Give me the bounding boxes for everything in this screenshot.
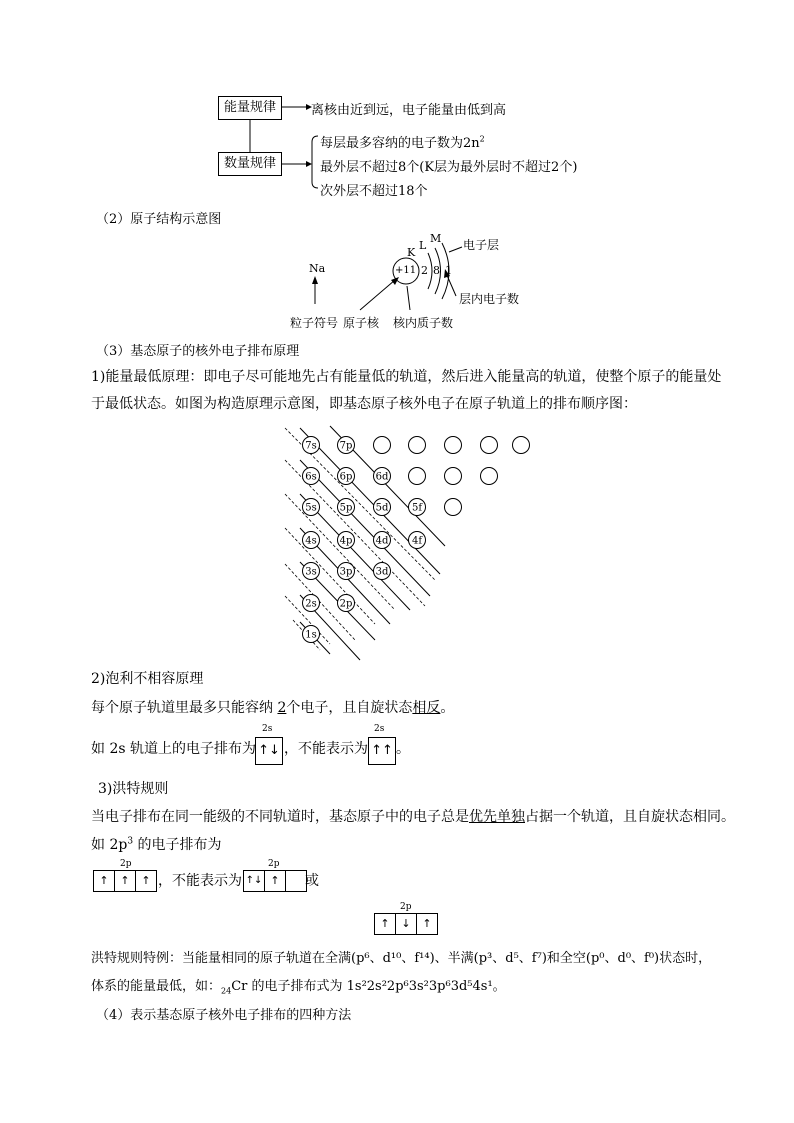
cr-atomic-number: 24: [221, 986, 232, 996]
hund-special-line2: [91, 975, 506, 996]
label-particle-symbol: 粒子符号: [290, 316, 339, 330]
hund-text-a: 当电子排布在同一能级的不同轨道时，基态原子中的电子总是: [91, 809, 469, 825]
orbital-label: 5p: [339, 502, 353, 514]
orbital-label: 1s: [305, 629, 317, 641]
empty-orbital-circle: [513, 437, 530, 454]
label-2s-wrong: 2s: [374, 724, 385, 734]
shell-k-label: K: [407, 246, 416, 259]
orbital-label: 7p: [339, 440, 353, 452]
label-electron-shell: 电子层: [463, 238, 500, 252]
empty-orbital-circle: [445, 468, 462, 485]
hund-underlined: 优先单独: [469, 809, 525, 825]
pauli-statement: [91, 697, 454, 717]
orbital-label: 4p: [339, 535, 353, 547]
label-2p-wrong2: 2p: [400, 902, 412, 912]
orbital-label: 5f: [411, 502, 423, 514]
pauli-example-b: ，不能表示为: [284, 741, 368, 757]
label-nucleus: 原子核: [343, 316, 380, 330]
orbital-boxes-2p-wrong2: [374, 913, 438, 935]
orbital-cell: ↑: [141, 874, 151, 887]
section3-heading: （3）基态原子的核外电子排布原理: [96, 344, 300, 359]
orbital-cell: ↑↓: [244, 871, 265, 891]
hund-example-intro: [91, 834, 222, 854]
empty-orbital-circle: [481, 468, 498, 485]
pauli-text-c: 个电子，且自旋状态: [286, 700, 413, 716]
orbital-label: 7s: [305, 440, 317, 452]
hund-example-b: 的电子排布为: [133, 837, 222, 853]
shell-l-label: L: [419, 239, 427, 252]
pauli-text-e: 。: [440, 700, 455, 716]
hund-special-line1: 洪特规则特例：当能量相同的原子轨道在全满(p⁶、d¹⁰、f¹⁴)、半满(p³、d⁵、f⁷)和全空(p⁰、d⁰、f⁰)状态时，: [91, 951, 712, 966]
label-electron-count: 层内电子数: [459, 292, 520, 306]
energy-rule-text: 离核由近到远，电子能量由低到高: [311, 103, 507, 118]
pauli-spin: 相反: [412, 700, 441, 716]
orbital-label: 3p: [339, 566, 353, 578]
orbital-label: 3d: [375, 566, 389, 578]
pauli-title: 2)泡利不相容原理: [91, 671, 204, 687]
energy-rule-box: 能量规律: [218, 96, 282, 120]
label-2p-correct: 2p: [120, 859, 132, 869]
orbital-boxes-2p-correct: [93, 870, 157, 892]
orbital-label: 6d: [375, 471, 389, 483]
orbital-cell: ↑: [115, 871, 136, 891]
aufbau-paragraph-line1: 1)能量最低原理：即电子尽可能地先占有能量低的轨道，然后进入能量高的轨道，使整个原子的能量处: [91, 369, 722, 385]
orbital-label: 6p: [339, 471, 353, 483]
orbital-cell: ↑: [94, 871, 115, 891]
hund-special-b: Cr 的电子排布式为 1s²2s²2p⁶3s²3p⁶3d⁵4s¹。: [231, 979, 506, 994]
pauli-example-a: 如 2s 轨道上的电子排布为: [91, 741, 256, 757]
pauli-text-a: 每个原子轨道里最多只能容纳: [91, 700, 278, 716]
hund-example-c: ，不能表示为: [158, 873, 242, 889]
shell-m-label: M: [430, 232, 442, 245]
nucleus-charge: +11: [395, 265, 417, 276]
empty-orbital-circle: [409, 468, 426, 485]
quantity-line-3: 次外层不超过18个: [320, 184, 428, 199]
orbital-cell: ↓: [396, 914, 417, 934]
section2-heading: （2）原子结构示意图: [96, 212, 222, 227]
orbital-cell: ↑: [422, 917, 432, 930]
hund-example-a: 如 2p: [91, 837, 128, 853]
empty-orbital-circle: [409, 437, 426, 454]
orbital-label: 5s: [305, 502, 317, 514]
pauli-max-electrons: 2: [277, 700, 287, 716]
orbital-label: 3s: [305, 566, 317, 578]
orbital-cell: [286, 871, 306, 891]
na-symbol: Na: [309, 262, 326, 275]
orbital-boxes-2p-wrong1: [243, 870, 307, 892]
orbital-label: 5d: [375, 502, 389, 514]
quantity-line-1-sup: 2: [479, 134, 485, 144]
orbital-box-2s-correct: [255, 737, 283, 765]
quantity-rule-box: 数量规律: [218, 152, 282, 176]
shell-count-l: 8: [433, 264, 440, 277]
hund-example-d: 或: [305, 873, 319, 889]
orbital-label: 2s: [305, 598, 317, 610]
orbital-label: 2p: [339, 598, 353, 610]
empty-orbital-circle: [481, 437, 498, 454]
orbital-label: 4f: [411, 535, 423, 547]
aufbau-paragraph-line2: 于最低状态。如图为构造原理示意图，即基态原子核外电子在原子轨道上的排布顺序图：: [91, 396, 637, 412]
orbital-label: 4s: [305, 535, 317, 547]
label-2s-correct: 2s: [262, 724, 273, 734]
empty-orbital-circle: [445, 499, 462, 516]
spin-up-down-icon: ↑↓: [258, 743, 280, 758]
pauli-example-c: 。: [396, 741, 410, 757]
shell-count-k: 2: [421, 264, 428, 277]
hund-text-c: 占据一个轨道，且自旋状态相同。: [525, 809, 735, 825]
empty-orbital-circle: [374, 437, 391, 454]
orbital-cell: ↑: [265, 871, 286, 891]
section4-heading: （4）表示基态原子核外电子排布的四种方法: [96, 1008, 352, 1023]
quantity-line-1-text: 每层最多容纳的电子数为2n: [320, 136, 480, 151]
hund-example-sup: 3: [127, 836, 134, 847]
spin-up-up-icon: ↑↑: [371, 743, 393, 758]
empty-orbital-circle: [445, 437, 462, 454]
quantity-line-2: 最外层不超过8个(K层为最外层时不超过2个): [320, 160, 578, 175]
orbital-box-2s-wrong: [368, 737, 396, 765]
orbital-label: 4d: [375, 535, 389, 547]
orbital-cell: ↑: [375, 914, 396, 934]
orbital-label: 6s: [305, 471, 317, 483]
hund-special-a: 体系的能量最低，如：: [91, 979, 222, 994]
label-2p-wrong1: 2p: [268, 859, 280, 869]
label-protons: 核内质子数: [393, 316, 454, 330]
hund-statement: [91, 806, 735, 826]
shell-count-m: 1: [445, 264, 452, 277]
hund-title: 3)洪特规则: [98, 781, 169, 797]
